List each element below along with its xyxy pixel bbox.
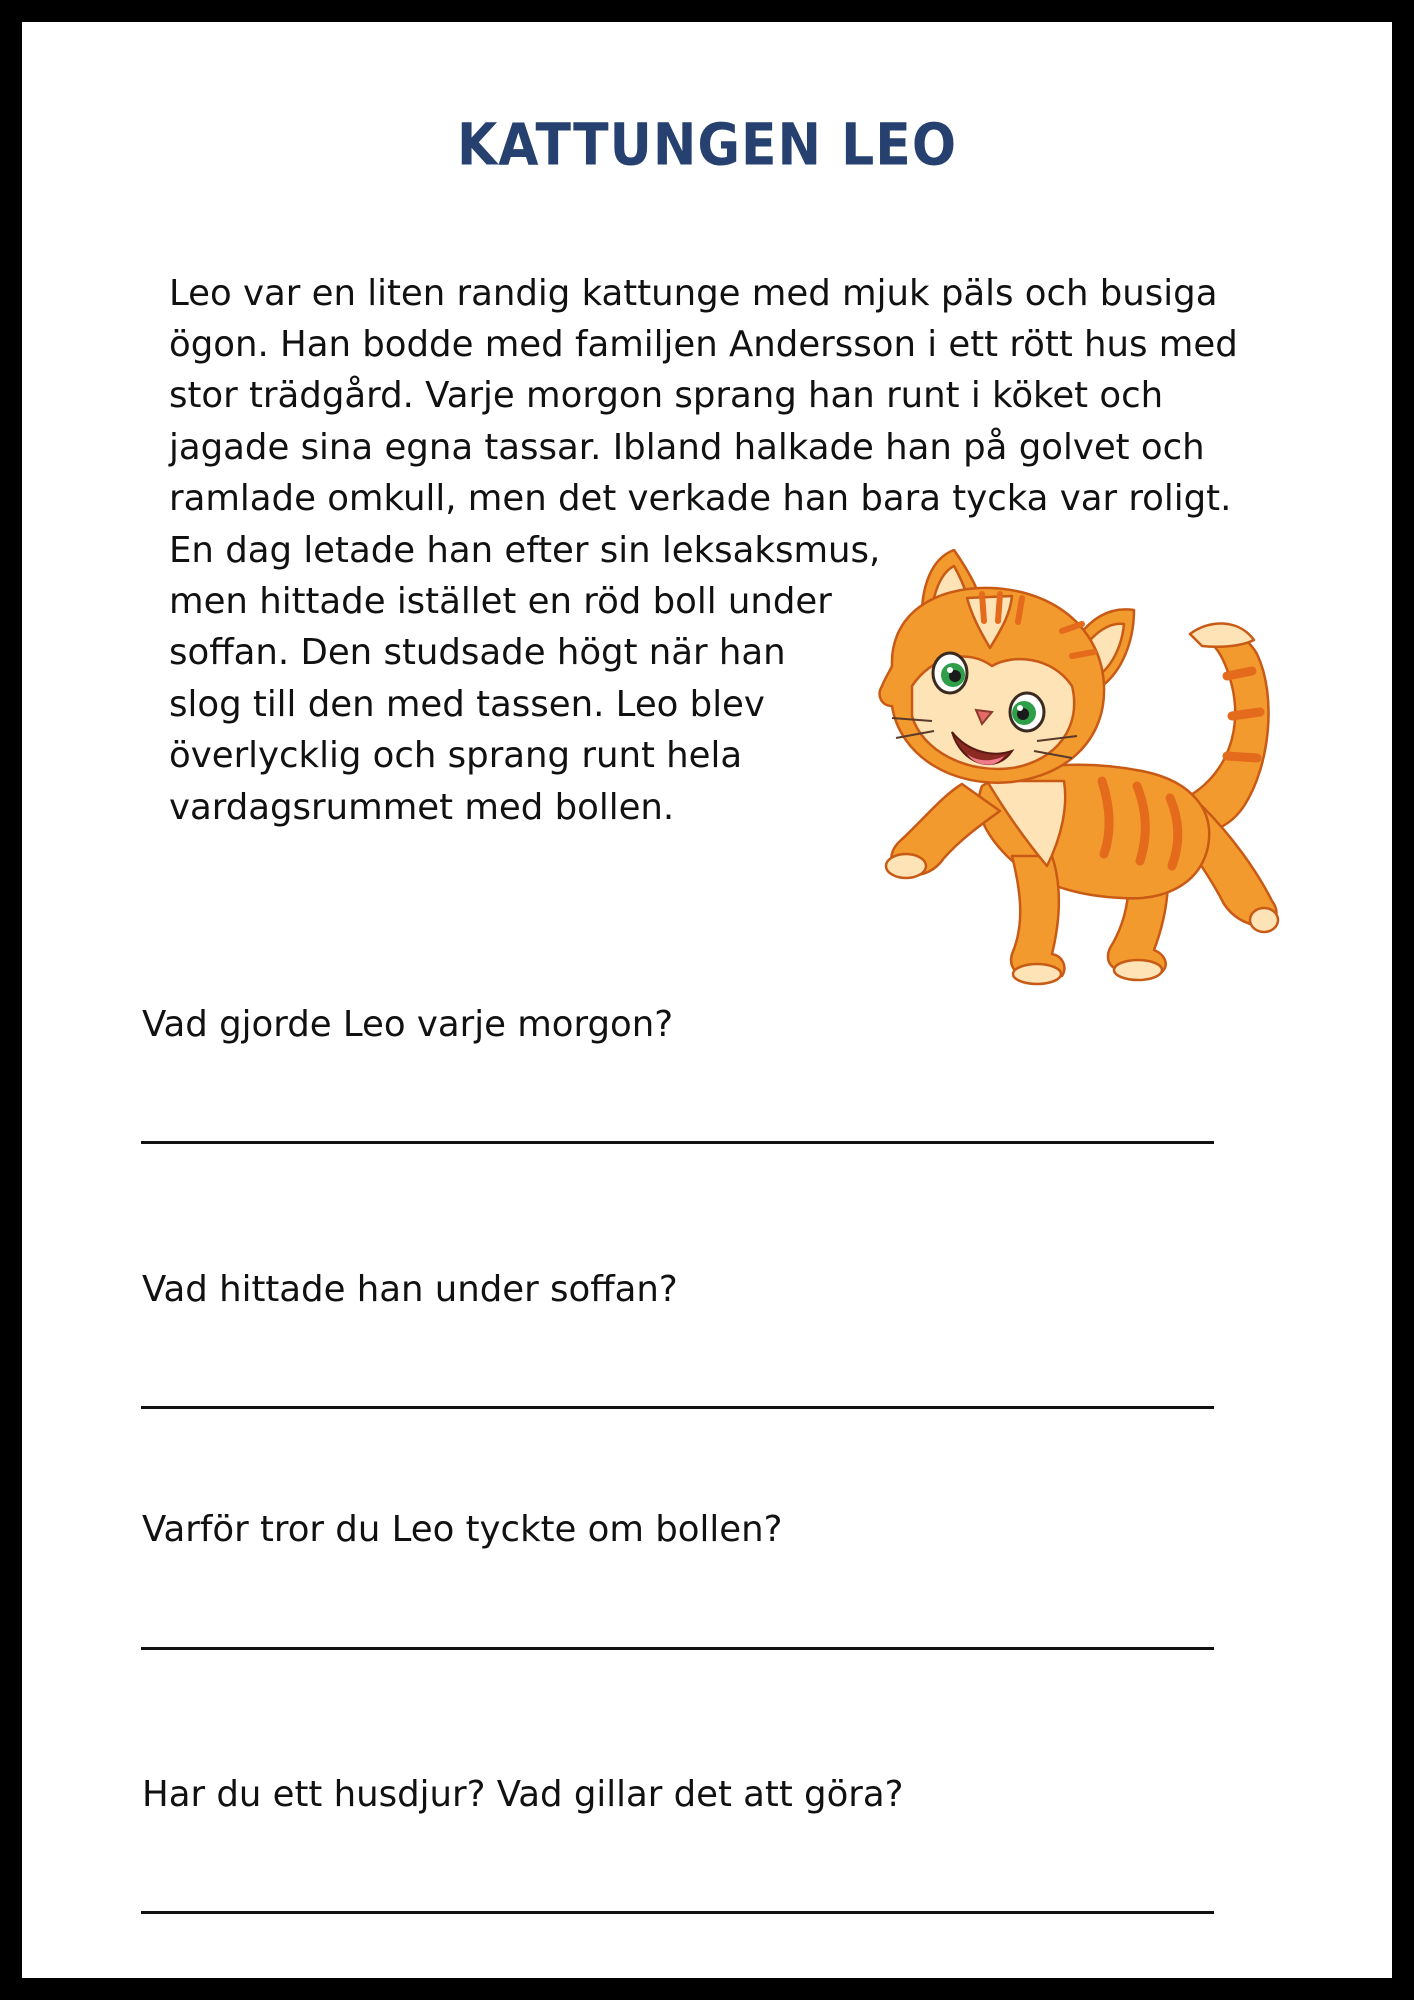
story-line: vardagsrummet med bollen.	[169, 787, 675, 828]
story-line: ögon. Han bodde med familjen Andersson i ett rött hus med	[169, 324, 1238, 365]
answer-line-1[interactable]	[141, 1141, 1214, 1144]
answer-line-4[interactable]	[141, 1911, 1214, 1914]
question-1: Vad gjorde Leo varje morgon?	[142, 1004, 674, 1045]
story-line: ramlade omkull, men det verkade han bara tycka var roligt.	[169, 478, 1232, 519]
story-line: överlycklig och sprang runt hela	[169, 735, 743, 776]
answer-line-3[interactable]	[141, 1647, 1214, 1650]
story-line: Leo var en liten randig kattunge med mjuk päls och busiga	[169, 273, 1218, 314]
story-line: men hittade istället en röd boll under	[169, 581, 832, 622]
question-2: Vad hittade han under soffan?	[142, 1269, 678, 1310]
story-line: stor trädgård. Varje morgon sprang han runt i köket och	[169, 375, 1164, 416]
question-4: Har du ett husdjur? Vad gillar det att göra?	[142, 1774, 904, 1815]
story-line: slog till den med tassen. Leo blev	[169, 684, 765, 725]
question-3: Varför tror du Leo tyckte om bollen?	[142, 1509, 783, 1550]
story-line: jagade sina egna tassar. Ibland halkade han på golvet och	[169, 427, 1205, 468]
story-line: soffan. Den studsade högt när han	[169, 632, 786, 673]
worksheet-title: KATTUNGEN LEO	[456, 112, 958, 180]
orange-kitten-icon	[872, 536, 1332, 1006]
story-line: En dag letade han efter sin leksaksmus,	[169, 530, 881, 571]
answer-line-2[interactable]	[141, 1406, 1214, 1409]
